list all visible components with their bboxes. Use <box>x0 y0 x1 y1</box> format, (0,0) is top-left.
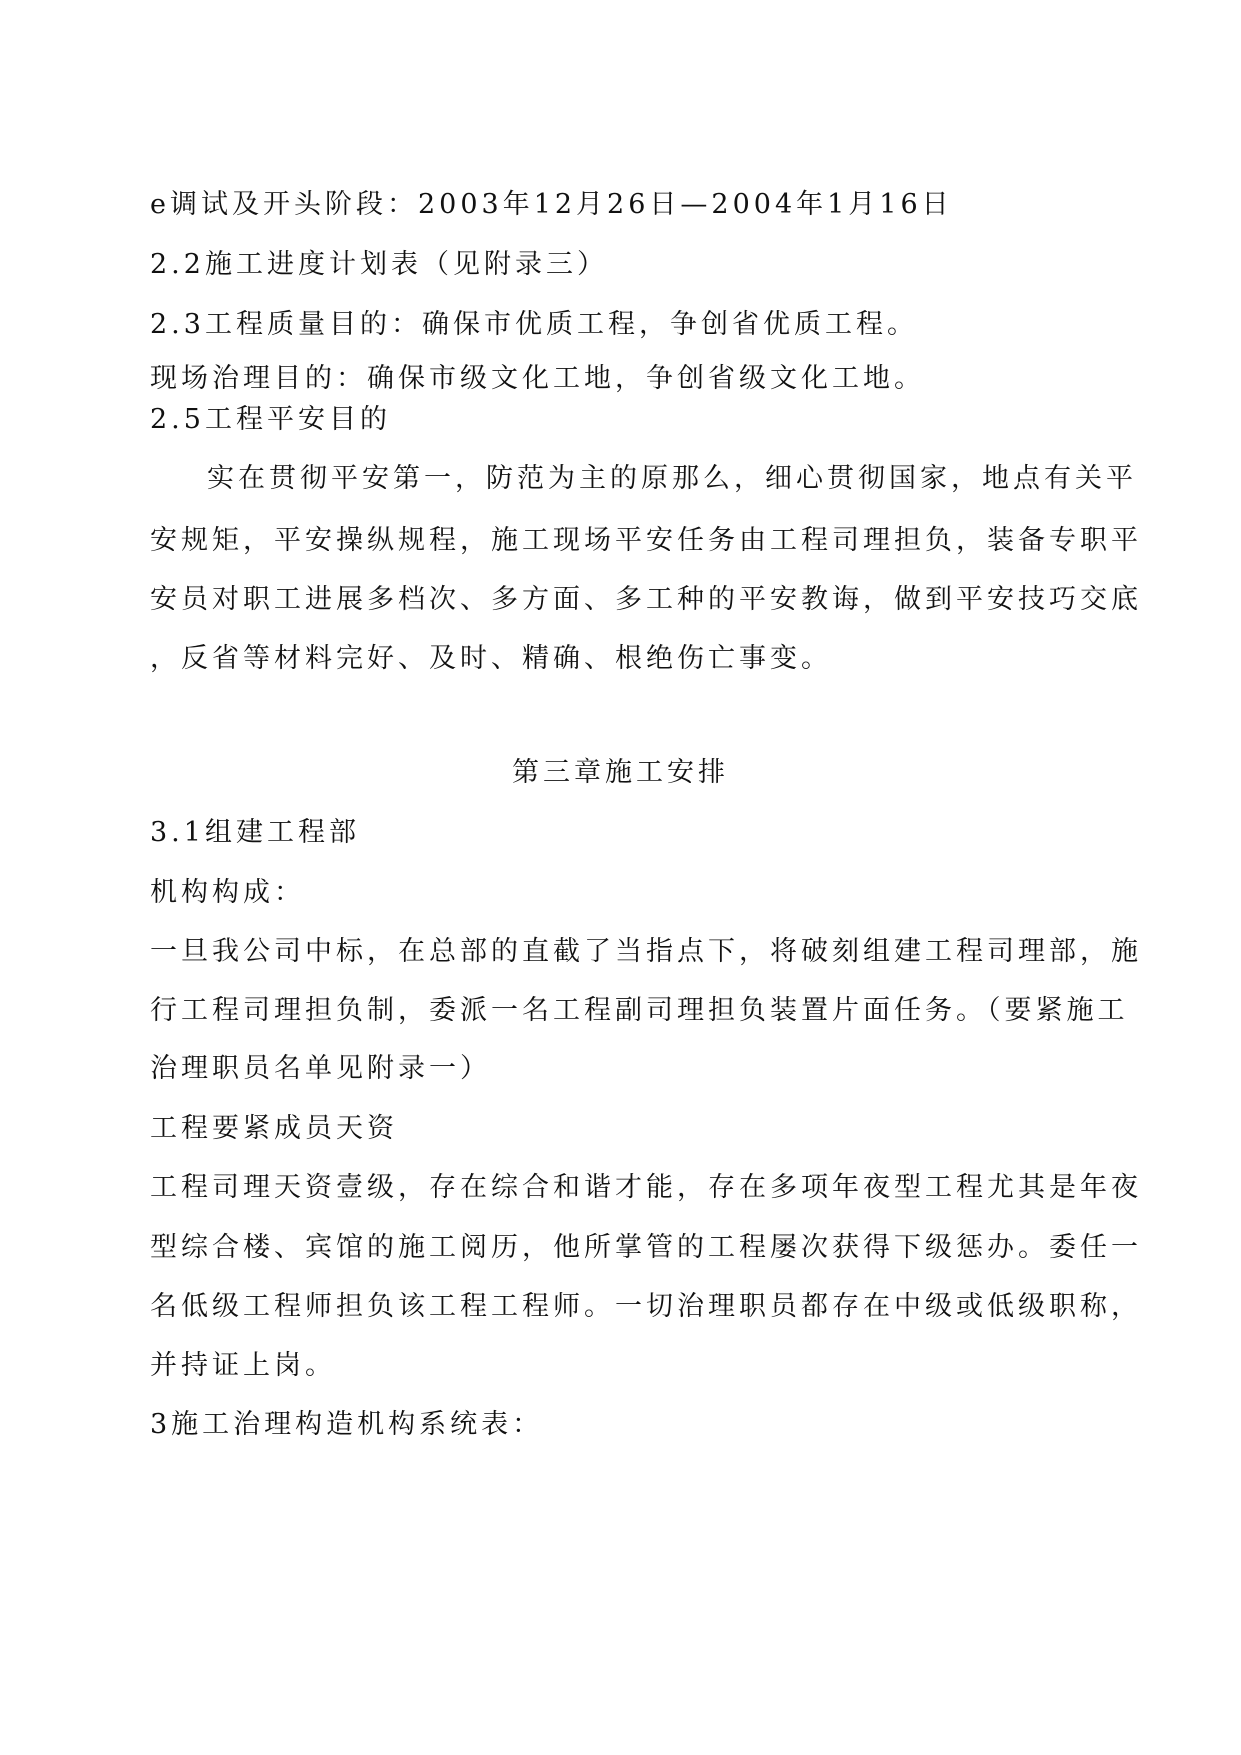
safety-paragraph-line-4: ，反省等材料完好、及时、精确、根绝伤亡事变。 <box>150 643 832 674</box>
qualification-paragraph-line-4: 并持证上岗。 <box>150 1350 336 1381</box>
qualification-heading: 工程要紧成员天资 <box>150 1113 398 1144</box>
organization-label: 机构构成： <box>150 877 305 908</box>
section-2-3-quality-goal: 2.3工程质量目的：确保市优质工程，争创省优质工程。 <box>150 309 918 340</box>
organization-paragraph-line-1: 一旦我公司中标，在总部的直截了当指点下，将破刻组建工程司理部，施 <box>150 936 1142 967</box>
safety-paragraph-line-3: 安员对职工进展多档次、多方面、多工种的平安教诲，做到平安技巧交底 <box>150 584 1142 615</box>
safety-paragraph-line-2: 安规矩，平安操纵规程，施工现场平安任务由工程司理担负，装备专职平 <box>150 525 1142 556</box>
safety-paragraph-line-1: 实在贯彻平安第一，防范为主的原那么，细心贯彻国家，地点有关平 <box>207 463 1137 494</box>
qualification-paragraph-line-3: 名低级工程师担负该工程工程师。一切治理职员都存在中级或低级职称， <box>150 1291 1142 1322</box>
site-management-goal: 现场治理目的：确保市级文化工地，争创省级文化工地。 <box>150 363 925 394</box>
qualification-paragraph-line-2: 型综合楼、宾馆的施工阅历，他所掌管的工程屡次获得下级惩办。委任一 <box>150 1232 1142 1263</box>
chapter-3-title: 第三章施工安排 <box>512 757 729 788</box>
organization-paragraph-line-2: 行工程司理担负制，委派一名工程副司理担负装置片面任务。（要紧施工 <box>150 995 1129 1026</box>
section-3-1-heading: 3.1组建工程部 <box>150 817 360 848</box>
org-chart-heading: 3施工治理构造机构系统表： <box>150 1409 544 1440</box>
section-2-5-heading: 2.5工程平安目的 <box>150 404 391 435</box>
qualification-paragraph-line-1: 工程司理天资壹级，存在综合和谐才能，存在多项年夜型工程尤其是年夜 <box>150 1172 1142 1203</box>
organization-paragraph-line-3: 治理职员名单见附录一） <box>150 1053 491 1084</box>
section-2-2-heading: 2.2施工进度计划表（见附录三） <box>150 249 608 280</box>
schedule-line-debug-phase: e调试及开头阶段：2003年12月26日—2004年1月16日 <box>150 189 953 220</box>
